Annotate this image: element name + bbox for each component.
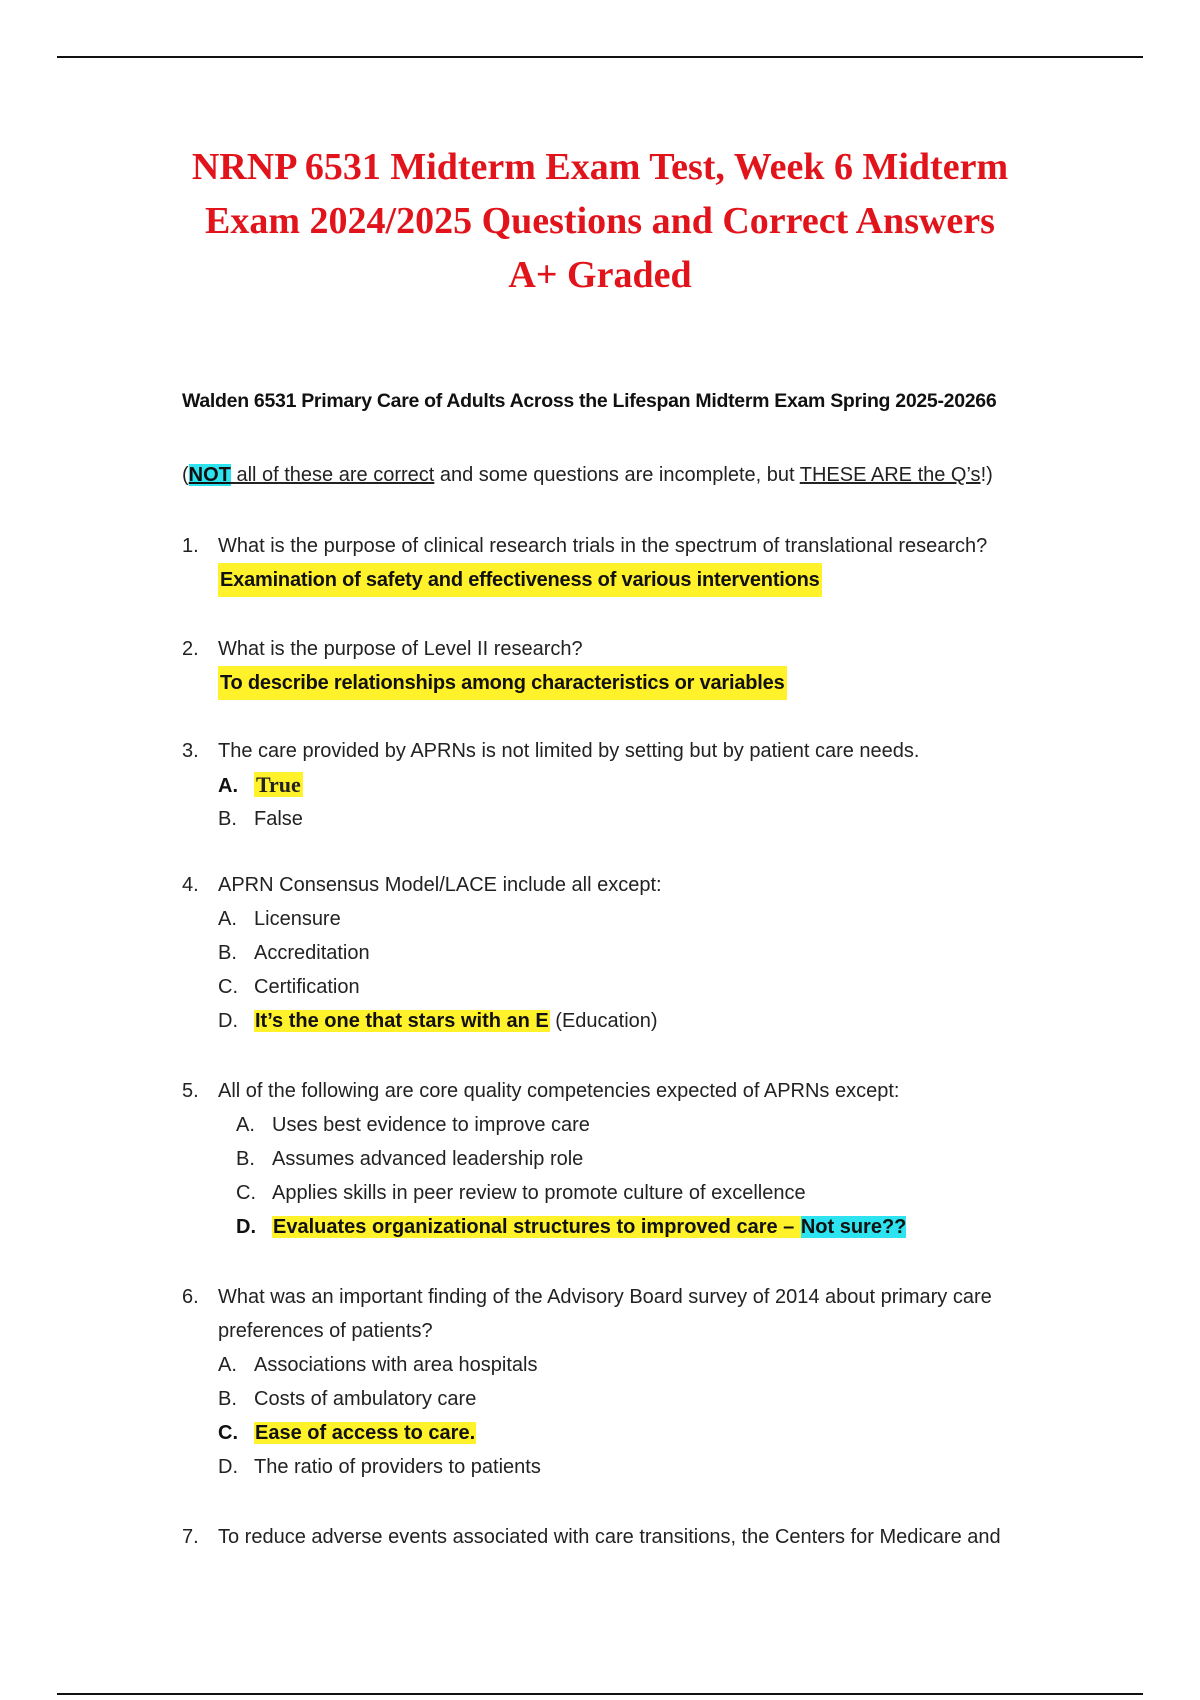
option-letter: B. [218,808,237,830]
footer-rule [57,1693,1143,1695]
option-text: Costs of ambulatory care [254,1388,477,1410]
option-c [218,1416,1082,1450]
option-letter: A. [218,775,238,797]
question-number: 7. [182,1526,199,1548]
option-text: Applies skills in peer review to promote culture of excellence [272,1182,806,1204]
option-list [218,902,1082,1038]
option-text: It’s the one that stars with an E [255,1010,549,1032]
option-c [236,1176,1082,1210]
question-text: What is the purpose of clinical research trials in the spectrum of translational research? [218,535,988,557]
option-text: True [256,772,301,797]
question-6 [182,1280,1082,1484]
option-text: Associations with area hospitals [254,1354,538,1376]
option-list [218,768,1082,836]
question-3 [182,734,1082,836]
option-a [218,1348,1082,1382]
question-4 [182,868,1082,1038]
not-sure-flag: Not sure?? [800,1216,907,1238]
question-7 [182,1520,1082,1554]
title-line: A+ Graded [508,254,692,296]
option-letter: B. [218,1388,237,1410]
option-d [236,1210,1082,1244]
note-open: ( [182,464,189,486]
answer-highlight: Examination of safety and effectiveness of various interventions [218,563,822,597]
note-close: !) [980,464,993,486]
question-text: What was an important finding of the Advisory Board survey of 2014 about primary care preferences of patients? [218,1286,992,1342]
question-5 [182,1074,1082,1244]
question-number: 6. [182,1286,199,1308]
question-text: What is the purpose of Level II research? [218,638,583,660]
question-2 [182,632,1082,700]
question-number: 3. [182,740,199,762]
document-subtitle: Walden 6531 Primary Care of Adults Across the Lifespan Midterm Exam Spring 2025-20266 [182,390,997,412]
option-text: Uses best evidence to improve care [272,1114,590,1136]
question-number: 4. [182,874,199,896]
note-middle-text: and some questions are incomplete, but [434,464,800,486]
option-b [218,936,1082,970]
option-d [218,1450,1082,1484]
option-suffix: (Education) [549,1010,658,1032]
option-letter: A. [218,1354,237,1376]
option-letter: D. [218,1456,238,1478]
title-line: Exam 2024/2025 Questions and Correct Answers [205,200,995,242]
option-text: Certification [254,976,360,998]
option-a [218,902,1082,936]
option-letter: A. [218,908,237,930]
option-text: Licensure [254,908,341,930]
option-a [236,1108,1082,1142]
answer-highlight: To describe relationships among characteristics or variables [218,666,787,700]
question-text: To reduce adverse events associated with care transitions, the Centers for Medicare and [218,1526,1001,1548]
option-list [236,1108,1082,1244]
option-letter: A. [236,1114,255,1136]
option-letter: C. [236,1182,256,1204]
option-text: Accreditation [254,942,370,964]
option-c [218,970,1082,1004]
option-letter: C. [218,976,238,998]
option-text: Ease of access to care. [255,1422,476,1444]
question-text: APRN Consensus Model/LACE include all except: [218,874,662,896]
question-text: The care provided by APRNs is not limited by setting but by patient care needs. [218,740,920,762]
option-d [218,1004,1082,1038]
option-b [236,1142,1082,1176]
note-not-highlight: NOT [188,464,231,486]
question-number: 5. [182,1080,199,1102]
option-letter: B. [236,1148,255,1170]
option-list [218,1348,1082,1484]
option-a [218,768,1082,802]
option-b [218,802,1082,836]
title-line: NRNP 6531 Midterm Exam Test, Week 6 Midterm [191,146,1009,188]
option-letter: D. [236,1216,256,1238]
option-b [218,1382,1082,1416]
note-underlined-text: all of these are correct [230,464,435,486]
option-text: Evaluates organizational structures to improved care – [273,1216,800,1238]
option-text: Assumes advanced leadership role [272,1148,584,1170]
note-underlined-text: THESE ARE the Q’s [799,464,981,486]
document-title [150,140,1050,302]
question-1 [182,529,1082,597]
option-text: False [254,808,303,830]
option-letter: D. [218,1010,238,1032]
option-text: The ratio of providers to patients [254,1456,541,1478]
option-letter: C. [218,1422,238,1444]
header-rule [57,56,1143,58]
option-letter: B. [218,942,237,964]
disclaimer-note [182,464,1102,487]
question-number: 1. [182,535,199,557]
question-text: All of the following are core quality competencies expected of APRNs except: [218,1080,900,1102]
question-number: 2. [182,638,199,660]
